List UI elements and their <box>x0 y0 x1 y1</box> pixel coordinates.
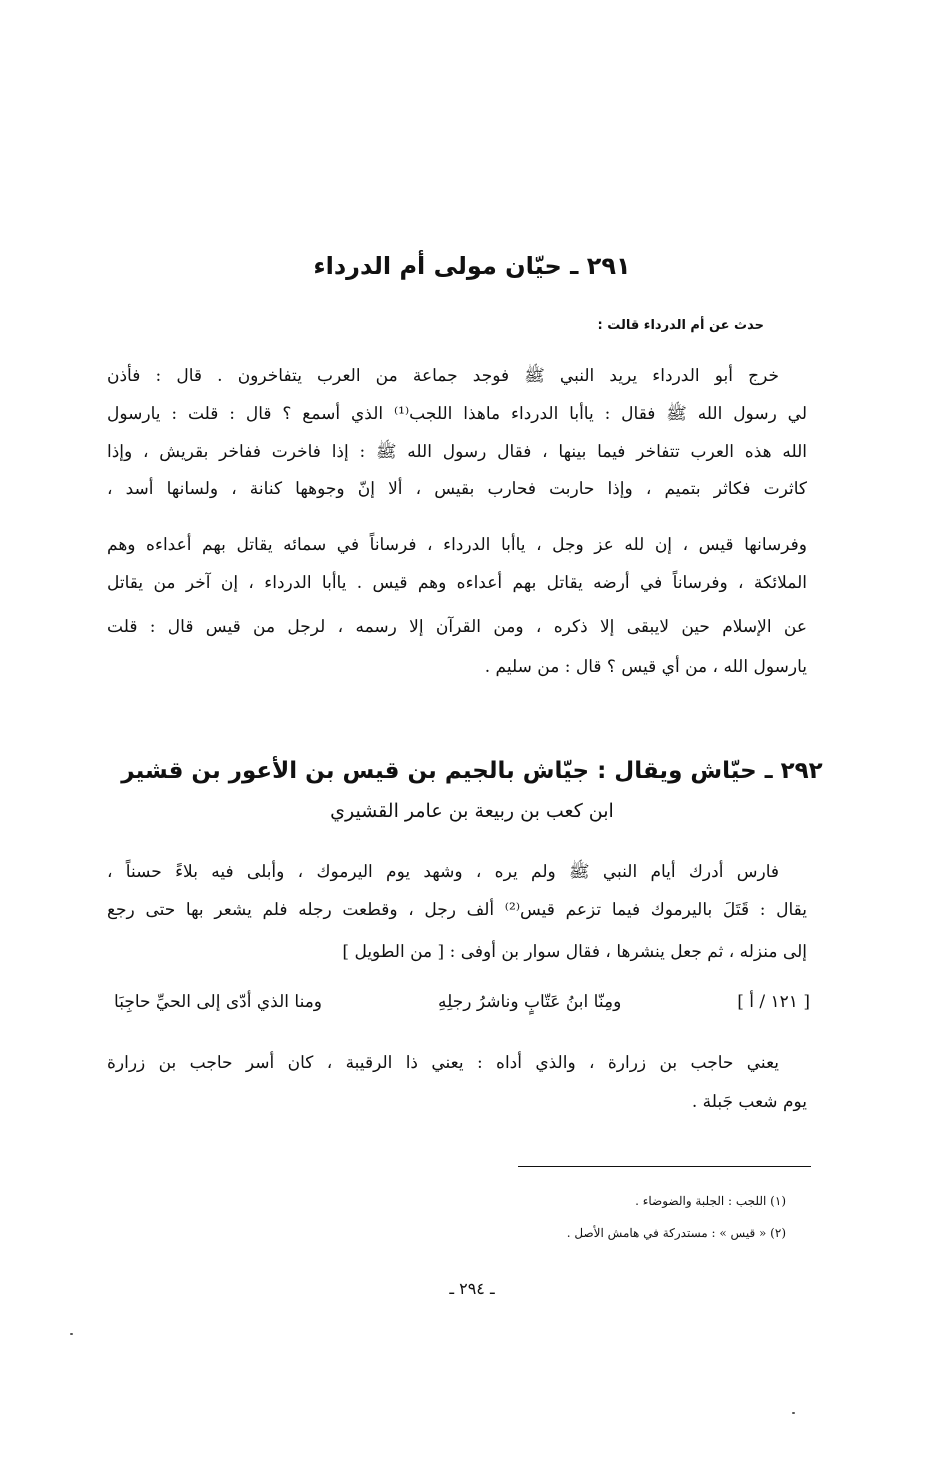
entry-291-line: خرج أبو الدرداء يريد النبي ﷺ فوجد جماعة من العرب يتفاخرون . قال : فأذن <box>107 366 779 386</box>
verse-first-hemistich: ومِنّا ابنُ عَتّابٍ وناشرُ رجلِهِ <box>437 992 622 1012</box>
entry-291-line: يارسول الله ، من أي قيس ؟ قال : من سليم . <box>484 657 807 677</box>
scan-speck <box>70 1333 73 1335</box>
entry-292-line: إلى منزله ، ثم جعل ينشرها ، فقال سوار بن أوفى : [ من الطويل ] <box>342 942 807 962</box>
entry-291-heading: ٢٩١ ـ حيّان مولى أم الدرداء <box>313 252 631 280</box>
entry-291-line: الملائكة ، وفرساناً في أرضه يقاتل بهم أعداءه وهم قيس . ياأبا الدرداء ، إن آخر من يقاتل <box>107 573 807 593</box>
poetry-verse <box>114 992 810 1012</box>
entry-291-line: كاثرت فكاثر بتميم ، وإذا حاربت فحارب بقيس ، ألا إنّ وجوهها كنانة ، ولسانها أسد ، <box>107 479 807 499</box>
entry-292-heading: ٢٩٢ ـ حيّاش ويقال : جيّاش بالجيم بن قيس بن الأعور بن قشير <box>121 758 823 784</box>
page-number: ـ ٢٩٤ ـ <box>449 1279 495 1298</box>
entry-291-line: عن الإسلام حين لايبقى إلا ذكره ، ومن القرآن إلا رسمه ، لرجل من قيس قال : قلت <box>107 617 807 637</box>
entry-292-line: يوم شعب جَبلة . <box>691 1092 807 1112</box>
entry-291-intro: حدث عن أم الدرداء قالت : <box>597 318 764 333</box>
footnote-divider <box>518 1166 811 1167</box>
entry-291-line: لي رسول الله ﷺ فقال : ياأبا الدرداء ماهذا اللجب⁽¹⁾ الذي أسمع ؟ قال : قلت : يارسول <box>107 404 808 424</box>
entry-291-line: الله هذه العرب تتفاخر فيما بينها ، فقال رسول الله ﷺ : إذا فاخرت ففاخر بقريش ، وإذا <box>107 442 807 462</box>
verse-second-hemistich: ومنا الذي أدّى إلى الحيِّ حاجِبَا <box>114 992 323 1012</box>
folio-marker: [ ١٢١ / أ ] <box>737 992 810 1012</box>
entry-292-line: يعني حاجب بن زرارة ، والذي أداه : يعني ذا الرقيبة ، كان أسر حاجب بن زرارة <box>107 1053 779 1073</box>
entry-292-line: يقال : قَتَلَ باليرموك فيما تزعم قيس⁽²⁾ ألف رجل ، وقطعت رجله فلم يشعر بها حتى رجع <box>107 900 807 920</box>
entry-292-line: فارس أدرك أيام النبي ﷺ ولم يره ، وشهد يوم اليرموك ، وأبلى فيه بلاءً حسناً ، <box>107 862 779 882</box>
scan-speck <box>792 1412 795 1414</box>
entry-291-line: وفرسانها قيس ، إن لله عز وجل ، ياأبا الدرداء ، فرساناً في سمائه يقاتل بهم أعداءه وهم <box>107 535 807 555</box>
footnote-1: (١) اللجب : الجلبة والضوضاء . <box>635 1194 786 1208</box>
footnote-2: (٢) « قيس » : مستدركة في هامش الأصل . <box>566 1226 786 1240</box>
entry-292-subheading: ابن كعب بن ربيعة بن عامر القشيري <box>330 800 614 822</box>
